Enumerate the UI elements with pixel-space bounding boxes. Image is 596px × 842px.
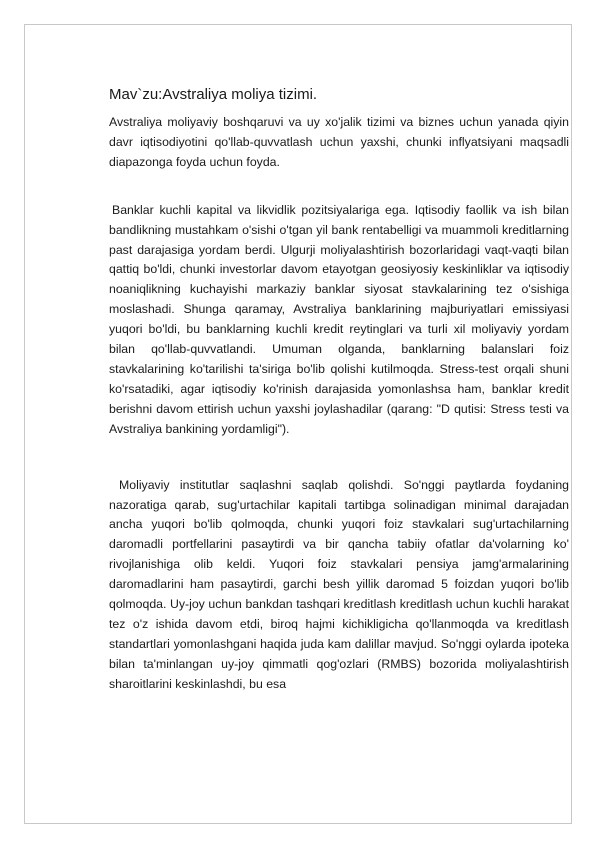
paragraph-institutions: Moliyaviy institutlar saqlashni saqlab qolishdi. So'nggi paytlarda foydaning nazoratiga qarab, sug'urtachilar kapitali tartibga solinadigan minimal darajadan ancha yuqori bo'lib qolmoqda, chunki yuqori foiz stavkalari sug'urtachilarning daromadli portfellarini pasaytirdi va bir qancha tabiiy ofatlar da'volarning ko' rivojlanishiga olib keldi. Yuqori foiz stavkalari pensiya jamg'armalarining daromadlarini ham pasaytirdi, garchi besh yillik daromad 5 foizdan yuqori bo'lib qolmoqda. Uy-joy uchun bankdan tashqari kreditlash kreditlash uchun kuchli harakat tez o'z ishida davom etdi, biroq hajmi kichikligicha qo'llanmoqda va kreditlash standartlari yomonlashgani haqida juda kam dalillar mavjud. So'nggi oylarda ipoteka bilan ta'minlangan uy-joy qimmatli qog'ozlari (RMBS) bozorida moliyalashtirish sharoitlarini keskinlashdi, bu esa bbox=[109, 477, 569, 691]
paragraph-spacer bbox=[109, 173, 569, 201]
document-page bbox=[24, 24, 572, 824]
paragraph-banks: Banklar kuchli kapital va likvidlik pozitsiyalariga ega. Iqtisodiy faollik va ish bilan bandlikning mustahkam o'sishi o'tgan yil bank rentabelligi va muammoli kreditlarning past darajasiga yordam berdi. Ulgurji moliyalashtirish bozorlaridagi vaqt-vaqti bilan qattiq bo'ldi, chunki investorlar davom etayotgan geosiyosiy keskinliklar va iqtisodiy noaniqlikning kuchayishi markaziy banklar siyosat stavkalarining tez o'sishiga moslashadi. Shunga qaramay, Avstraliya banklarining majburiyatlari emissiyasi yuqori bo'ldi, bu banklarning kuchli kredit reytinglari va turli xil moliyaviy yordam bilan qo'llab-quvvatlandi. Umuman olganda, banklarning balanslari foiz stavkalarining ko'tarilishi ta'siriga bo'lib qolishi kutilmoqda. Stress-test orqali shuni ko'rsatadiki, agar iqtisodiy ko'rinish darajasida yomonlashsa ham, banklar kredit berishni davom ettirish uchun yaxshi joylashadilar (qarang: "D qutisi: Stress testi va Avstraliya bankining yordamligi"). bbox=[109, 202, 569, 436]
document-body bbox=[109, 85, 569, 695]
paragraph-spacer bbox=[109, 440, 569, 476]
document-title: Mav`zu:Avstraliya moliya tizimi. bbox=[109, 86, 318, 103]
paragraph-intro: Avstraliya moliyaviy boshqaruvi va uy xo'jalik tizimi va biznes uchun yanada qiyin davr iqtisodiyotini qo'llab-quvvatlash uchun yaxshi, chunki inflyatsiyani maqsadli diapazonga foyda uchun foyda. bbox=[109, 115, 569, 169]
